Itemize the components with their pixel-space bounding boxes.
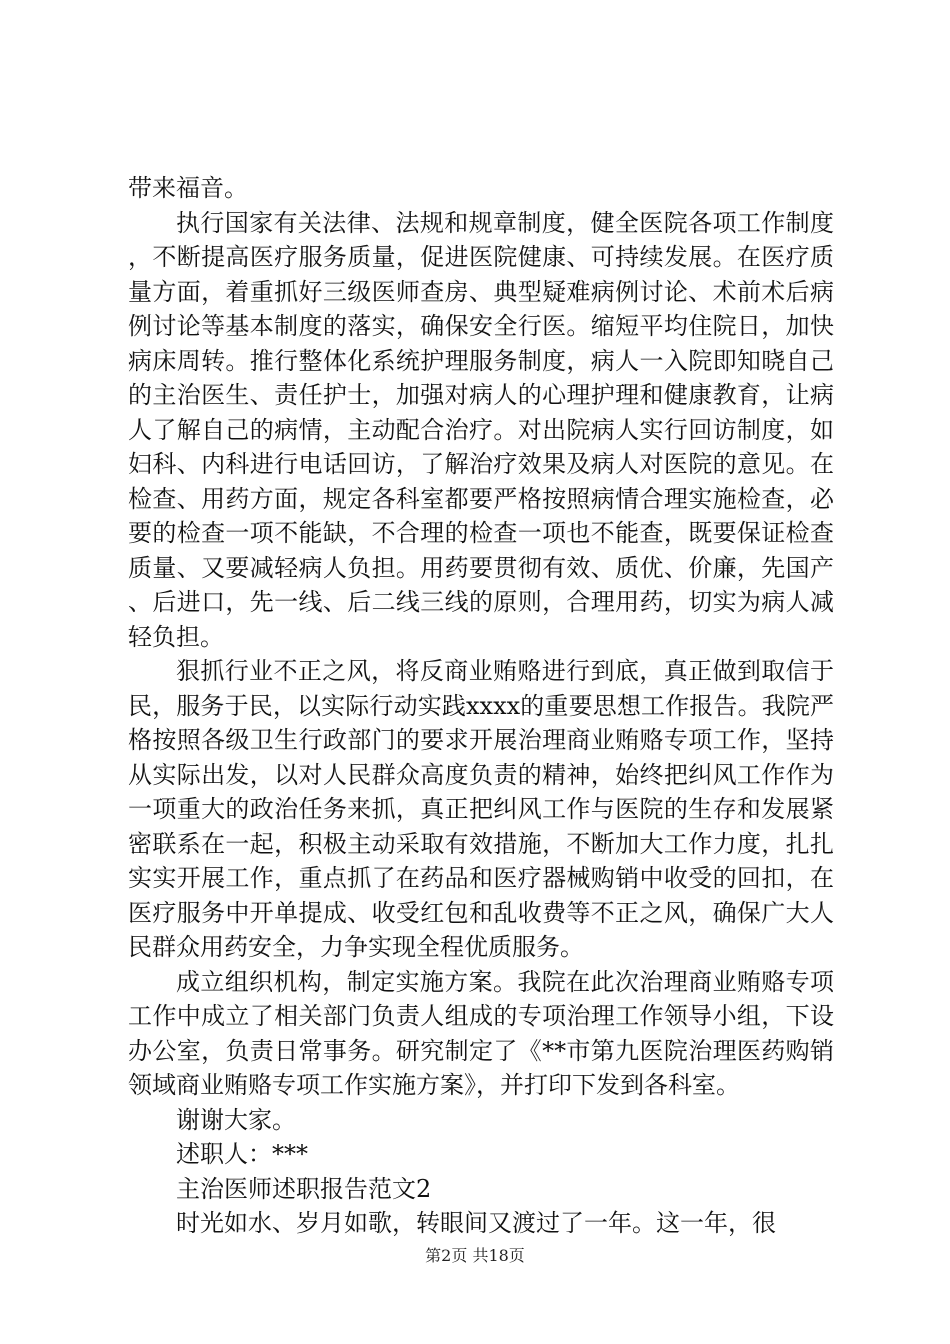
document-body bbox=[128, 171, 834, 1241]
page-footer: 第2页 共18页 bbox=[425, 1246, 525, 1265]
paragraph-continuation: 带来福音。 bbox=[128, 174, 248, 202]
section-title: 主治医师述职报告范文2 bbox=[176, 1174, 432, 1203]
signature: 述职人：*** bbox=[176, 1140, 308, 1168]
paragraph-organization: 成立组织机构，制定实施方案。我院在此次治理商业贿赂专项工作中成立了相关部门负责人组成的专项治理工作领导小组，下设办公室，负责日常事务。研究制定了《**市第九医院治理医药购销领域商业贿赂专项工作实施方案》，并打印下发到各科室。 bbox=[128, 967, 834, 1099]
paragraph-regulations: 执行国家有关法律、法规和规章制度，健全医院各项工作制度，不断提高医疗服务质量，促进医院健康、可持续发展。在医疗质量方面，着重抓好三级医师查房、典型疑难病例讨论、术前术后病例讨论等基本制度的落实，确保安全行医。缩短平均住院日，加快病床周转。推行整体化系统护理服务制度，病人一入院即知晓自己的主治医生、责任护士，加强对病人的心理护理和健康教育，让病人了解自己的病情，主动配合治疗。对出院病人实行回访制度，如妇科、内科进行电话回访，了解治疗效果及病人对医院的意见。在检查、用药方面，规定各科室都要严格按照病情合理实施检查，必要的检查一项不能缺，不合理的检查一项也不能查，既要保证检查质量、又要减轻病人负担。用药要贯彻有效、质优、价廉，先国产、后进口，先一线、后二线三线的原则，合理用药，切实为病人减轻负担。 bbox=[128, 208, 834, 651]
closing-thanks: 谢谢大家。 bbox=[176, 1105, 296, 1134]
paragraph-anti-bribery: 狠抓行业不正之风，将反商业贿赂进行到底，真正做到取信于民，服务于民，以实际行动实践xxxx的重要思想工作报告。我院严格按照各级卫生行政部门的要求开展治理商业贿赂专项工作，坚持从实际出发，以对人民群众高度负责的精神，始终把纠风工作作为一项重大的政治任务来抓，真正把纠风工作与医院的生存和发展紧密联系在一起，积极主动采取有效措施，不断加大工作力度，扎扎实实开展工作，重点抓了在药品和医疗器械购销中收受的回扣，在医疗服务中开单提成、收受红包和乱收费等不正之风，确保广大人民群众用药安全，力争实现全程优质服务。 bbox=[128, 657, 834, 961]
section-opening: 时光如水、岁月如歌，转眼间又渡过了一年。这一年，很 bbox=[176, 1209, 776, 1237]
